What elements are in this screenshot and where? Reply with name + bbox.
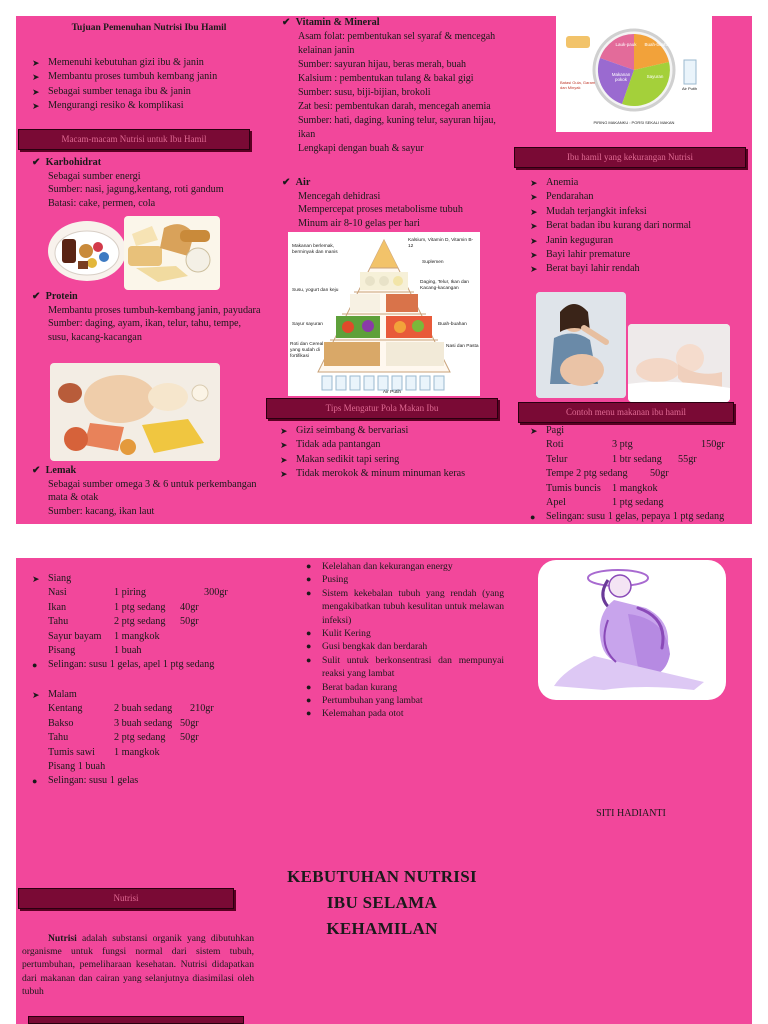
- list-item: ● Berat badan kurang: [306, 681, 398, 693]
- menu-row: Pisang 1 buah: [48, 644, 142, 656]
- sweets-photo: [48, 221, 126, 281]
- list-item: ● Sistem kekebalan tubuh yang rendah (yang mengakibatkan tubuh kesulitan untuk melawan infeksi): [306, 587, 504, 626]
- list-item: ➤ Mengurangi resiko & komplikasi: [32, 100, 184, 112]
- pregnant-illustration: [538, 560, 726, 700]
- carbohydrate-photo: [124, 216, 220, 290]
- list-item: ➤ Anemia: [530, 177, 579, 188]
- list-item: ➤ Bayi lahir premature: [530, 249, 631, 261]
- pyramid-label: Suplemen: [422, 260, 444, 265]
- plate-side-label: Air Putih: [682, 86, 698, 91]
- siang-rows: [32, 586, 268, 658]
- list-item: ➤ Gizi seimbang & bervariasi: [280, 425, 409, 436]
- list-item: ➤ Pagi: [530, 425, 565, 436]
- pagi-label: Pagi: [546, 425, 565, 436]
- check-icon: ✔: [282, 17, 291, 28]
- leaflet-title: KEBUTUHAN NUTRISI IBU SELAMA KEHAMILAN: [287, 867, 477, 938]
- check-icon: ✔: [32, 291, 41, 302]
- tujuan-list: [32, 56, 262, 114]
- contoh-menu-bar: Contoh menu makanan ibu hamil: [518, 402, 734, 423]
- list-item: ➤ Berat bayi lahir rendah: [530, 263, 640, 275]
- list-item: ➤ Sebagai sumber tenaga ibu & janin: [32, 85, 191, 97]
- plate-segment-label: Lauk-pauk: [615, 42, 637, 47]
- nutrisi-bar: Nutrisi: [18, 888, 234, 909]
- pyramid-label: Makanan berlemak, berminyak dan manis: [292, 244, 338, 255]
- piring-makanku-image: [556, 16, 712, 132]
- malam-label: Malam: [48, 689, 77, 700]
- list-item: ➤ Mudah terjangkit infeksi: [530, 205, 647, 217]
- menu-row: Tahu 2 ptg sedang 50gr: [48, 616, 199, 628]
- menu-row: Tumis buncis 1 mangkok: [546, 482, 658, 494]
- vitamin-section: [282, 16, 512, 156]
- tips-list: [280, 424, 508, 482]
- pagi-rows: [530, 438, 750, 510]
- vitamin-text: Asam folat: pembentukan sel syaraf & mencegah kelainan janin Sumber: sayuran hijau, beras merah, buah Kalsium : pembentukan tulang & bakal gigi Sumber: susu, biji-bijian, brokoli Zat besi: pembentukan darah, mencegah anemia Sumber: hati, daging, kuning telur, sayuran hijau, ikan Lengkapi dengan buah & sayur: [298, 30, 496, 154]
- menu-pagi: [530, 424, 750, 524]
- nutrisi-lead: Nutrisi: [48, 933, 77, 944]
- pyramid-label: Kalsium, Vitamin D, Vitamin B-12: [408, 238, 474, 249]
- check-icon: ✔: [282, 177, 291, 188]
- menu-row: Tempe 2 ptg sedang 50gr: [546, 468, 669, 480]
- air-heading: Air: [295, 177, 311, 188]
- list-item: ➤ Janin keguguran: [530, 234, 614, 246]
- list-item: ● Kulit Kering: [306, 628, 371, 640]
- list-item: ● Sulit untuk berkonsentrasi dan mempunyai reaksi yang lambat: [306, 654, 504, 680]
- list-item: ➤ Malam: [32, 689, 77, 700]
- list-item: ➤ Siang: [32, 573, 72, 584]
- plate-caption: PIRING MAKANKU : PORSI SEKALI MAKAN: [593, 120, 675, 125]
- pregnant-woman-photo: [536, 292, 626, 398]
- kurang-nutrisi-bar: Ibu hamil yang kekurangan Nutrisi: [514, 147, 746, 168]
- list-item: ➤ Tidak ada pantangan: [280, 439, 381, 451]
- effects-list: [306, 560, 504, 721]
- menu-row: Ikan 1 ptg sedang 40gr: [48, 601, 199, 613]
- lemak-section: [32, 464, 262, 518]
- nutrisi-paragraph: [22, 932, 254, 998]
- siang-label: Siang: [48, 573, 72, 584]
- pagi-selingan: Selingan: susu 1 gelas, pepaya 1 ptg sedang: [546, 511, 725, 523]
- air-section: [282, 176, 512, 230]
- plate-segment-label: Buah-buahan: [644, 42, 672, 47]
- check-icon: ✔: [32, 465, 41, 476]
- menu-row: Kentang 2 buah sedang 210gr: [48, 703, 214, 715]
- pyramid-label: Daging, Telur, Ikan dan Kacang-kacangan: [420, 280, 469, 291]
- pyramid-label: Roti dan Cereal yang sudah di fortifikasi: [290, 342, 324, 359]
- list-item: ➤ Berat badan ibu kurang dari normal: [530, 220, 692, 232]
- lemak-heading: Lemak: [45, 465, 77, 476]
- menu-row: Nasi 1 piring 300gr: [48, 587, 228, 599]
- plate-segment-label: Sayuran: [646, 74, 664, 79]
- list-item: ● Selingan: susu 1 gelas, pepaya 1 ptg sedang: [530, 511, 725, 523]
- tips-bar: Tips Mengatur Pola Makan Ibu: [266, 398, 498, 419]
- protein-photo: [50, 363, 220, 461]
- list-item: ● Pertumbuhan yang lambat: [306, 695, 423, 707]
- protein-heading: Protein: [45, 291, 78, 302]
- lemak-text: Sebagai sumber omega 3 & 6 untuk perkembangan mata & otak Sumber: kacang, ikan laut: [48, 478, 257, 517]
- list-item: ➤ Membantu proses tumbuh kembang janin: [32, 71, 218, 83]
- protein-text: Membantu proses tumbuh-kembang janin, payudara Sumber: daging, ayam, ikan, telur, tahu, tempe, susu, kacang-kacangan: [48, 304, 261, 343]
- menu-siang: [32, 572, 268, 673]
- menu-row: Telur 1 btr sedang 55gr: [546, 453, 697, 465]
- menu-row: Pisang 1 buah: [48, 760, 106, 772]
- vitamin-heading: Vitamin & Mineral: [295, 17, 380, 28]
- macam-nutrisi-bar: Macam-macam Nutrisi untuk Ibu Hamil: [18, 129, 250, 150]
- menu-row: Tahu 2 ptg sedang 50gr: [48, 732, 199, 744]
- check-icon: ✔: [32, 157, 41, 168]
- menu-row: Sayur bayam 1 mangkok: [48, 630, 160, 642]
- tujuan-heading: Tujuan Pemenuhan Nutrisi Ibu Hamil: [71, 23, 227, 33]
- list-item: ➤ Makan sedikit tapi sering: [280, 453, 400, 465]
- list-item: ● Kelemahan pada otot: [306, 708, 404, 720]
- leaflet-page-2: [16, 558, 752, 1024]
- author-name: SITI HADIANTI: [596, 808, 666, 819]
- list-item: ➤ Pendarahan: [530, 191, 594, 203]
- air-text: Mencegah dehidrasi Mempercepat proses metabolisme tubuh Minum air 8-10 gelas per hari: [298, 190, 463, 229]
- baby-photo: [628, 324, 730, 402]
- malam-rows: [32, 702, 268, 774]
- list-item: ● Pusing: [306, 574, 349, 586]
- siang-selingan: Selingan: susu 1 gelas, apel 1 ptg sedang: [48, 659, 215, 671]
- plate-side-label: Batasi Gula, Garam dan Minyak: [560, 80, 596, 90]
- menu-malam: [32, 688, 268, 789]
- nutrisi-text: adalah substansi organik yang dibutuhkan organisme untuk fungsi normal dari sistem tubuh, pertumbuhan, pemeliharaan kesehatan. Nutrisi didapatkan dari makanan dan cairan yang selanjutnya diasimilasi oleh tubuh: [22, 933, 254, 997]
- karbohidrat-text: Sebagai sumber energi Sumber: nasi, jagung,kentang, roti gandum Batasi: cake, permen, cola: [48, 170, 224, 209]
- list-item: ● Kelelahan dan kekurangan energy: [306, 561, 453, 572]
- kurang-nutrisi-list: [530, 176, 740, 277]
- leaflet-page-1: [16, 16, 752, 524]
- list-item: ● Gusi bengkak dan berdarah: [306, 641, 428, 653]
- karbohidrat-section: [32, 156, 262, 210]
- section-bar: [28, 1016, 244, 1024]
- menu-row: Tumis sawi 1 mangkok: [48, 746, 160, 758]
- pyramid-label: Susu, yogurt dan keju: [292, 288, 339, 293]
- protein-section: [32, 290, 262, 344]
- list-item: ● Selingan: susu 1 gelas: [32, 775, 139, 787]
- karbohidrat-heading: Karbohidrat: [45, 157, 102, 168]
- pyramid-label: Sayur sayuran: [292, 322, 323, 327]
- list-item: ➤ Tidak merokok & minum minuman keras: [280, 468, 466, 480]
- pyramid-label: Air Putih: [382, 390, 402, 395]
- list-item: ● Selingan: susu 1 gelas, apel 1 ptg sedang: [32, 659, 215, 671]
- food-pyramid: [288, 232, 480, 396]
- pyramid-label: Nasi dan Pasta: [446, 344, 479, 349]
- menu-row: Roti 3 ptg 150gr: [546, 439, 725, 451]
- malam-selingan: Selingan: susu 1 gelas: [48, 775, 139, 787]
- pyramid-label: Buah-buahan: [438, 322, 467, 327]
- plate-segment-label: Makanan pokok: [611, 72, 631, 82]
- menu-row: Apel 1 ptg sedang: [546, 496, 664, 508]
- list-item: ➤ Memenuhi kebutuhan gizi ibu & janin: [32, 57, 204, 68]
- menu-row: Bakso 3 buah sedang 50gr: [48, 717, 199, 729]
